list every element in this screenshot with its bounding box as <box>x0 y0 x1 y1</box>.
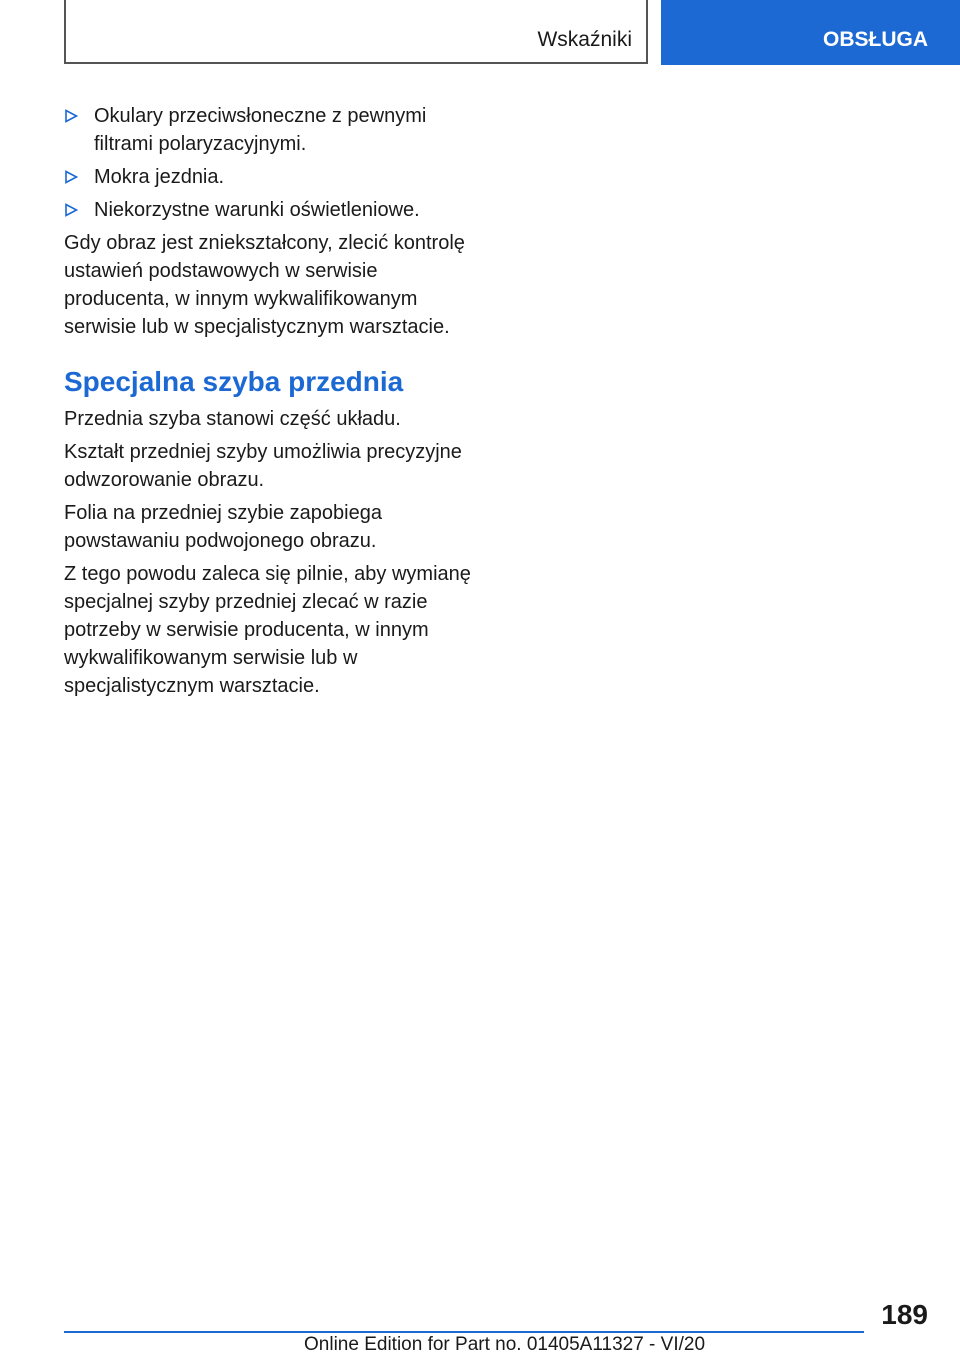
list-item-text: Mokra jezdnia. <box>94 166 225 188</box>
triangle-bullet-icon <box>64 109 78 123</box>
bullet-list <box>64 102 480 224</box>
paragraph: Kształt przedniej szyby umożliwia precyzyjne odwzorowanie obrazu. <box>64 441 462 491</box>
header-section-title: Wskaźniki <box>537 28 632 51</box>
footer-edition-text: Online Edition for Part no. 01405A11327 - VI/20 <box>304 1334 706 1355</box>
main-content <box>64 102 480 705</box>
list-item-text: Niekorzystne warunki oświetleniowe. <box>94 199 420 221</box>
page-number: 189 <box>881 1299 928 1330</box>
list-item <box>64 163 480 191</box>
triangle-bullet-icon <box>64 170 78 184</box>
list-item-text: Okulary przeciwsłoneczne z pewnymi filtrami polaryzacyjnymi. <box>94 105 427 155</box>
section-heading: Specjalna szyba przednia <box>64 366 404 397</box>
list-item <box>64 196 480 224</box>
paragraph: Gdy obraz jest zniekształcony, zlecić kontrolę ustawień podstawowych w serwisie producenta, w innym wykwalifikowanym serwisie lub w specjalistycznym warsztacie. <box>64 232 465 338</box>
paragraph: Z tego powodu zaleca się pilnie, aby wymianę specjalnej szyby przedniej zlecać w razie potrzeby w serwisie producenta, w innym wykwalifikowanym serwisie lub w specjalistycznym warsztacie. <box>64 563 471 697</box>
header-section-box <box>64 0 648 64</box>
footer-divider <box>64 1331 864 1333</box>
header-chapter-title: OBSŁUGA <box>823 28 928 51</box>
header-chapter-tab <box>661 0 960 65</box>
paragraph: Folia na przedniej szybie zapobiega powstawaniu podwojonego obrazu. <box>64 502 382 552</box>
paragraph: Przednia szyba stanowi część układu. <box>64 408 401 430</box>
triangle-bullet-icon <box>64 203 78 217</box>
list-item <box>64 102 480 158</box>
